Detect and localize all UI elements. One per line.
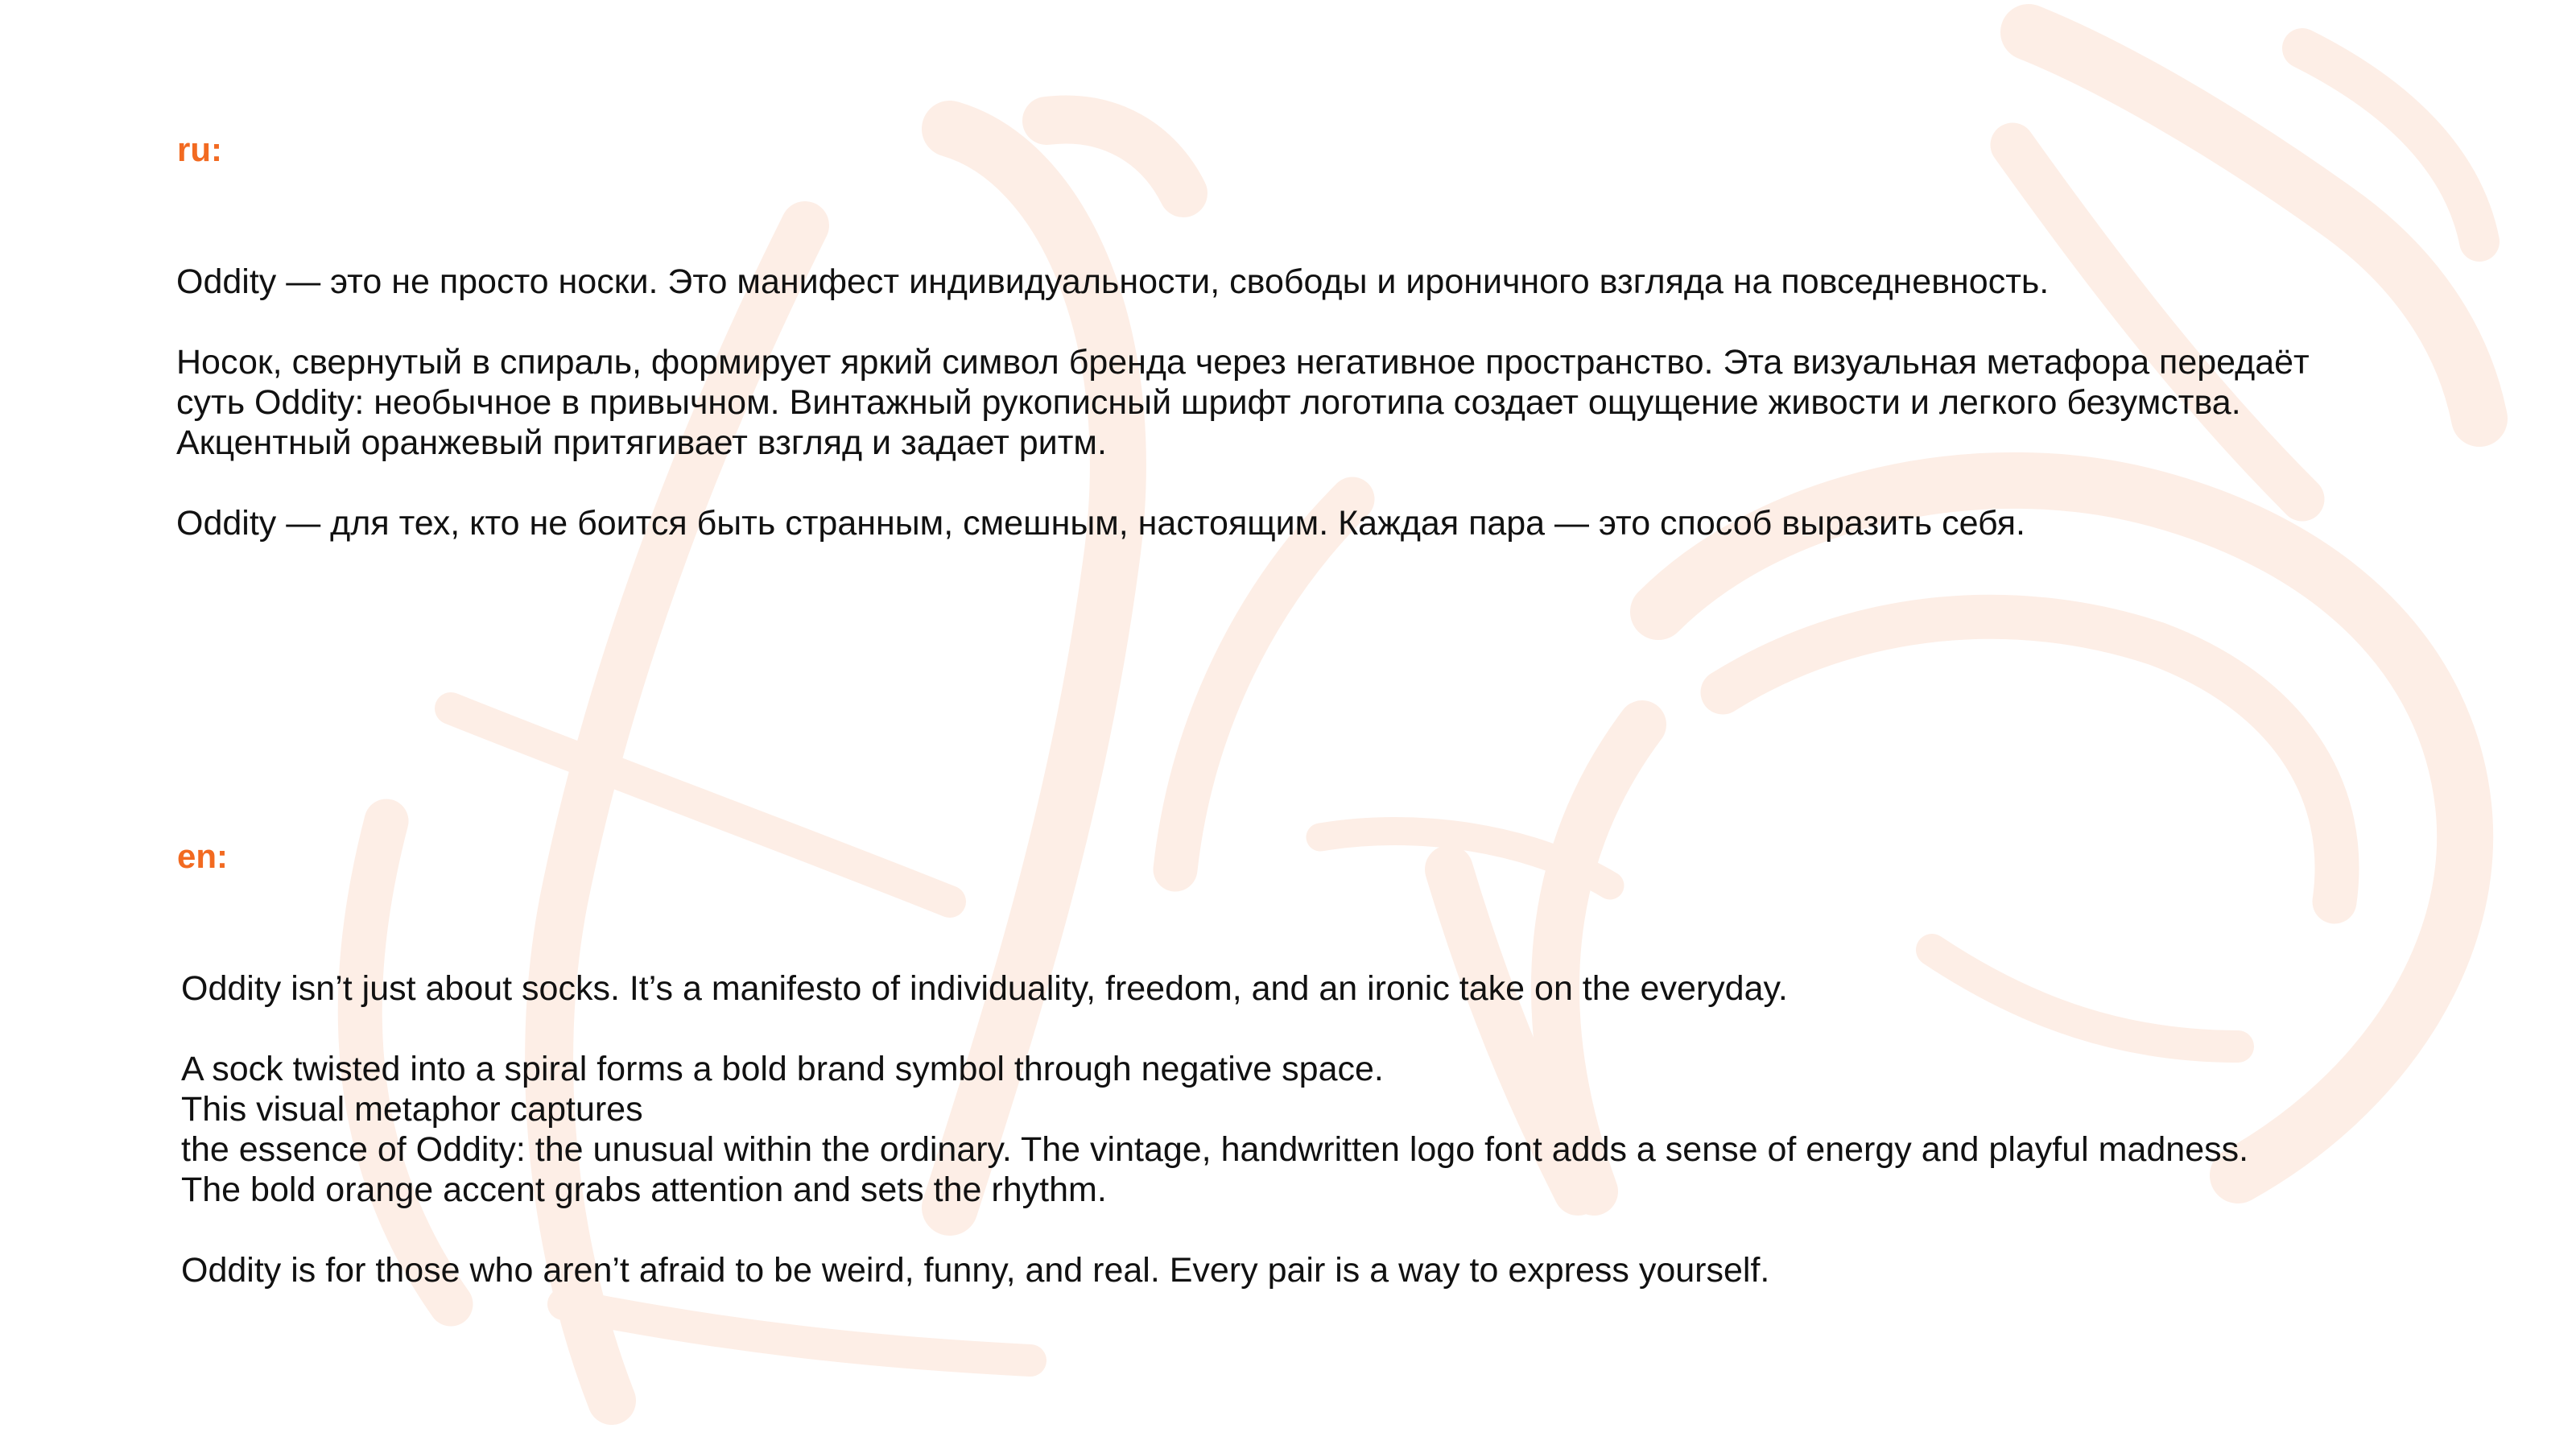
text-line: This visual metaphor captures bbox=[181, 1090, 643, 1129]
watermark-stroke bbox=[564, 1304, 1030, 1360]
text-line: суть Oddity: необычное в привычном. Винтажный рукописный шрифт логотипа создает ощущение живости и легкого безумства. bbox=[176, 383, 2241, 422]
watermark-stroke bbox=[451, 708, 950, 902]
en-paragraph bbox=[181, 1250, 2248, 1290]
watermark-stroke bbox=[1175, 499, 1352, 869]
ru-paragraph bbox=[176, 503, 2310, 543]
text-line: The bold orange accent grabs attention and sets the rhythm. bbox=[181, 1170, 1107, 1209]
text-line: Oddity — для тех, кто не боится быть странным, смешным, настоящим. Каждая пара — это способ выразить себя. bbox=[176, 504, 2025, 543]
en-paragraph bbox=[181, 968, 2248, 1009]
text-line: Oddity is for those who aren’t afraid to be weird, funny, and real. Every pair is a way to express yourself. bbox=[181, 1251, 1770, 1290]
watermark-stroke bbox=[1320, 832, 1610, 886]
ru-text-block bbox=[176, 262, 2310, 543]
text-line: the essence of Oddity: the unusual within the ordinary. The vintage, handwritten logo font adds a sense of energy and playful madness. bbox=[181, 1130, 2249, 1169]
watermark-stroke bbox=[1046, 119, 1183, 193]
text-line: Акцентный оранжевый притягивает взгляд и задает ритм. bbox=[176, 423, 1107, 462]
en-label: en: bbox=[177, 837, 228, 875]
ru-paragraph bbox=[176, 262, 2310, 302]
ru-paragraph bbox=[176, 342, 2310, 463]
text-line: Oddity isn’t just about socks. It’s a manifesto of individuality, freedom, and an ironic take on the everyday. bbox=[181, 969, 1788, 1008]
text-line: Oddity — это не просто носки. Это манифест индивидуальности, свободы и ироничного взгляда на повседневность. bbox=[176, 262, 2050, 301]
text-line: A sock twisted into a spiral forms a bold brand symbol through negative space. bbox=[181, 1050, 1384, 1088]
watermark-stroke bbox=[2302, 48, 2479, 242]
en-paragraph bbox=[181, 1049, 2248, 1210]
en-text-block bbox=[181, 968, 2248, 1290]
ru-label: ru: bbox=[177, 130, 222, 168]
watermark-stroke bbox=[1723, 617, 2337, 902]
text-line: Носок, свернутый в спираль, формирует яркий символ бренда через негативное пространство. Эта визуальная метафора передаёт bbox=[176, 343, 2310, 382]
